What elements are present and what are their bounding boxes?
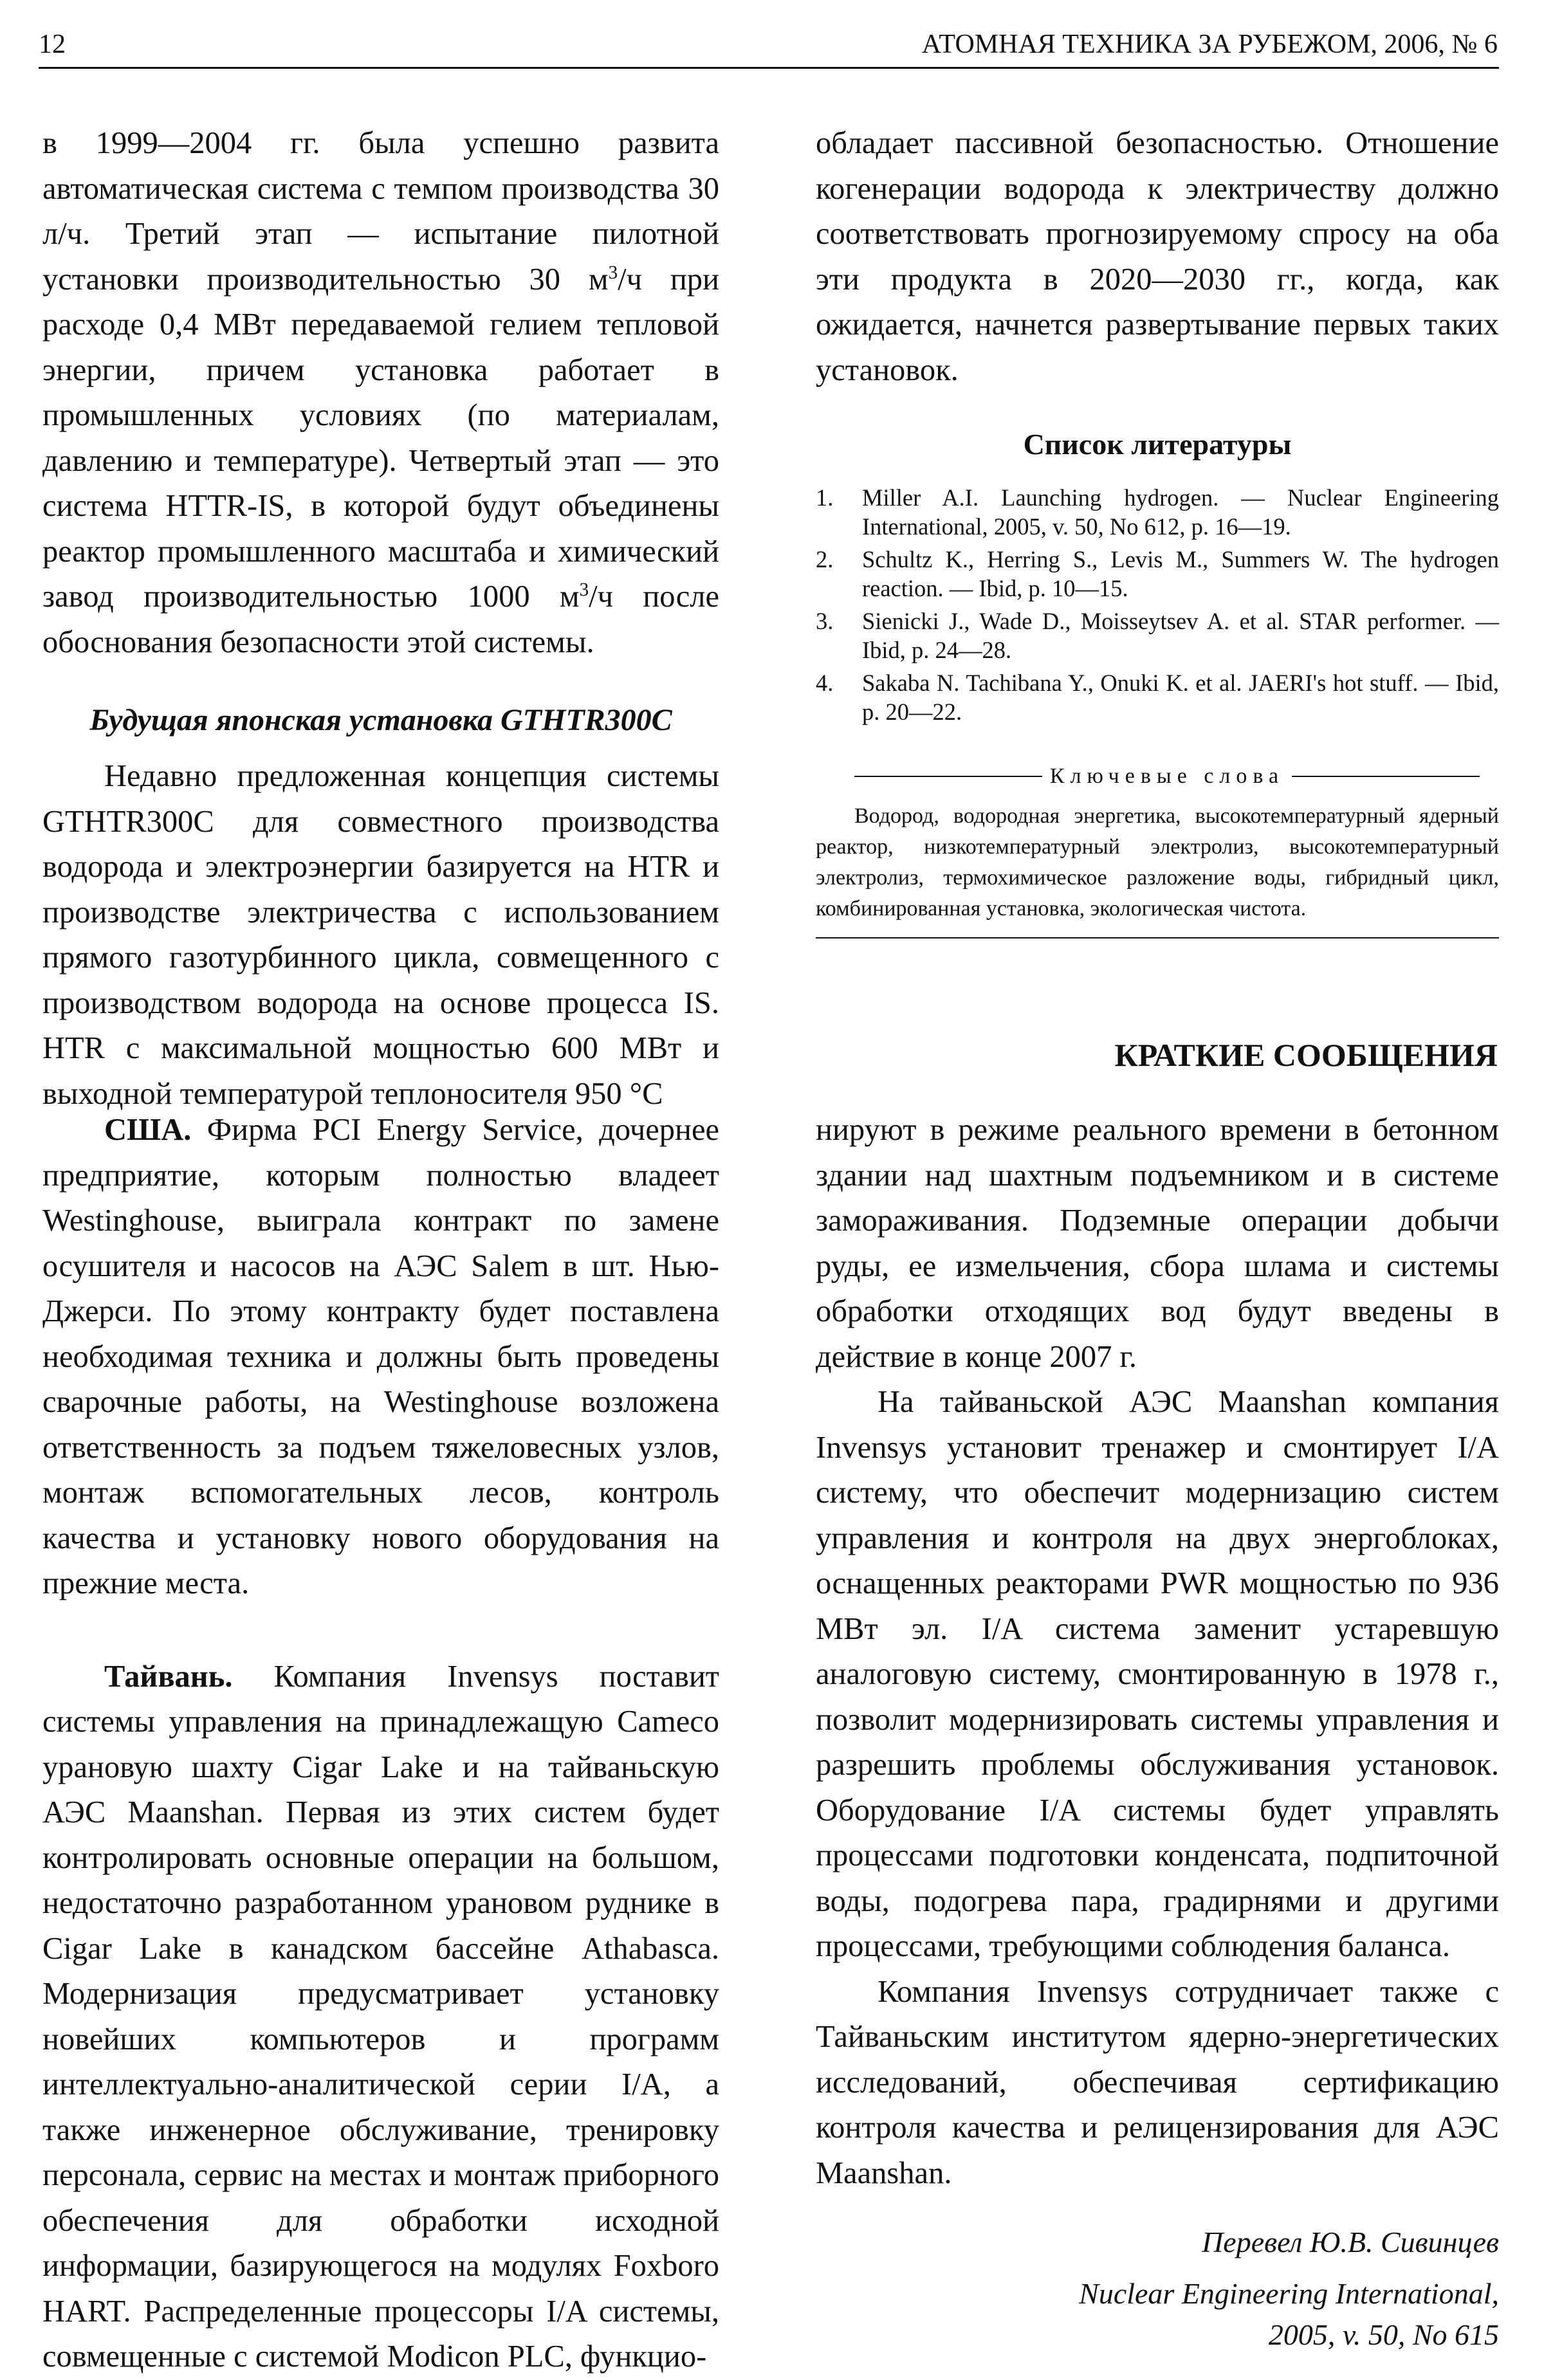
references-list	[816, 483, 1499, 726]
reference-item: 2. Schultz K., Herring S., Levis M., Summers W. The hydrogen reaction. — Ibid, p. 10—15.	[816, 546, 1499, 601]
header-rule	[39, 67, 1499, 69]
source-line-2: 2005, v. 50, No 615	[1268, 2318, 1499, 2351]
news-taiwan: Тайвань. Компания Invensys поставит системы управления на принадлежащую Cameco урановую шахту Cigar Lake и на тайваньскую АЭС Maanshan. Первая из этих систем будет контролировать основные операции на большом, недостаточно разработанном урановом руднике в Cigar Lake в канадском бассейне Athabasca. Модернизация предусматривает установку новейших компьютеров и программ интеллектуально-аналитической серии I/A, а также инженерное обслуживание, тренировку персонала, сервис на местах и монтаж приборного обеспечения для обработки исходной информации, базирующегося на модулях Foxboro HART. Распределенные процессоры I/A системы, совмещенные с системой Modicon PLC, функцио-	[42, 1659, 719, 2374]
keywords-text: Водород, водородная энергетика, высокотемпературный ядерный реактор, низкотемпературный электролиз, высокотемпературный электролиз, термохимическое разложение воды, гибридный цикл, комбинированная установка, экологическая чистота.	[816, 804, 1499, 920]
journal-title: АТОМНАЯ ТЕХНИКА ЗА РУБЕЖОМ, 2006, № 6	[921, 30, 1498, 59]
news-section-title: КРАТКИЕ СООБЩЕНИЯ	[1114, 1037, 1498, 1073]
reference-item: 3. Sienicki J., Wade D., Moisseytsev A. et al. STAR performer. — Ibid, p. 24—28.	[816, 608, 1499, 663]
keywords-rule-bottom	[816, 937, 1499, 938]
news-right-paragraph-2: На тайваньской АЭС Maanshan компания Invensys установит тренажер и смонтирует I/A систему, что обеспечит модернизацию систем управления и контроля на двух энергоблоках, оснащенных реакторами PWR мощностью по 936 МВт эл. I/A система заменит устаревшую аналоговую систему, смонтированную в 1978 г., позволит модернизировать системы управления и разрешить проблемы обслуживания установок. Оборудование I/A системы будет управлять процессами подготовки конденсата, подпиточной воды, подогрева пара, градирнями и другими процессами, требующими соблюдения баланса.	[816, 1385, 1499, 1963]
upper-right-column	[816, 121, 1499, 938]
keywords-rule-left	[854, 776, 1042, 777]
upper-left-column	[42, 121, 719, 1117]
paragraph-2: Недавно предложенная концепция системы GTHTR300C для совместного производства водорода и электроэнергии базируется на HTR и производстве электричества с использованием прямого газотурбинного цикла, совмещенного с производством водорода на основе процесса IS. HTR с максимальной мощностью 600 МВт и выходной температурой теплоносителя 950 °С	[42, 759, 719, 1111]
translator-credit: Перевел Ю.В. Сивинцев	[1202, 2226, 1499, 2258]
keywords-title-row	[816, 764, 1499, 789]
news-usa: США. Фирма PCI Energy Service, дочернее предприятие, которым полностью владеет Westinghouse, выиграла контракт по замене осушителя и насосов на АЭС Salem в шт. Нью-Джерси. По этому контракту будет поставлена необходимая техника и должны быть проведены сварочные работы, на Westinghouse возложена ответственность за подъем тяжеловесных узлов, монтаж вспомогательных лесов, контроль качества и установку нового оборудования на прежние места.	[42, 1113, 719, 1600]
news-right-column	[816, 1108, 1499, 2356]
news-left-column	[42, 1108, 719, 2380]
keywords-rule-right	[1292, 776, 1480, 777]
reference-item: 1. Miller A.I. Launching hydrogen. — Nuclear Engineering International, 2005, v. 50, No 612, p. 16—19.	[816, 484, 1499, 540]
section-title: Будущая японская установка GTHTR300C	[89, 703, 672, 737]
paragraph-3: обладает пассивной безопасностью. Отношение когенерации водорода к электричеству должно соответствовать прогнозируемому спросу на оба эти продукта в 2020—2030 гг., когда, как ожидается, начнется развертывание первых таких установок.	[816, 126, 1499, 387]
paragraph-1: в 1999—2004 гг. была успешно развита автоматическая система с темпом производства 30 л/ч. Третий этап — испытание пилотной установки производительностью 30 $м^3/ч$ при расходе 0,4 МВт передаваемой гелием тепловой энергии, причем установка работает в промышленных условиях (по материалам, давлению и температуре). Четвертый этап — это система HTTR-IS, в которой будут объединены реактор промышленного масштаба и химический завод производительностью 1000 $м^3/ч$ после обоснования безопасности этой системы.	[42, 126, 719, 659]
references-title: Список литературы	[1023, 428, 1292, 461]
page-number: 12	[39, 30, 66, 59]
source-line-1: Nuclear Engineering International,	[1079, 2277, 1499, 2310]
news-right-paragraph-3: Компания Invensys сотрудничает также с Тайваньским институтом ядерно-энергетических исследований, обеспечивая сертификацию контроля качества и релицензирования для АЭС Maanshan.	[816, 1974, 1499, 2190]
reference-item: 4. Sakaba N. Tachibana Y., Onuki K. et al. JAERI's hot stuff. — Ibid, p. 20—22.	[816, 670, 1499, 725]
news-right-paragraph-1: нируют в режиме реального времени в бетонном здании над шахтным подъемником и в системе замораживания. Подземные операции добычи руды, ее измельчения, сбора шлама и системы обработки отходящих вод будут введены в действие в конце 2007 г.	[816, 1113, 1499, 1374]
keywords-title: Ключевые слова	[1049, 764, 1285, 788]
